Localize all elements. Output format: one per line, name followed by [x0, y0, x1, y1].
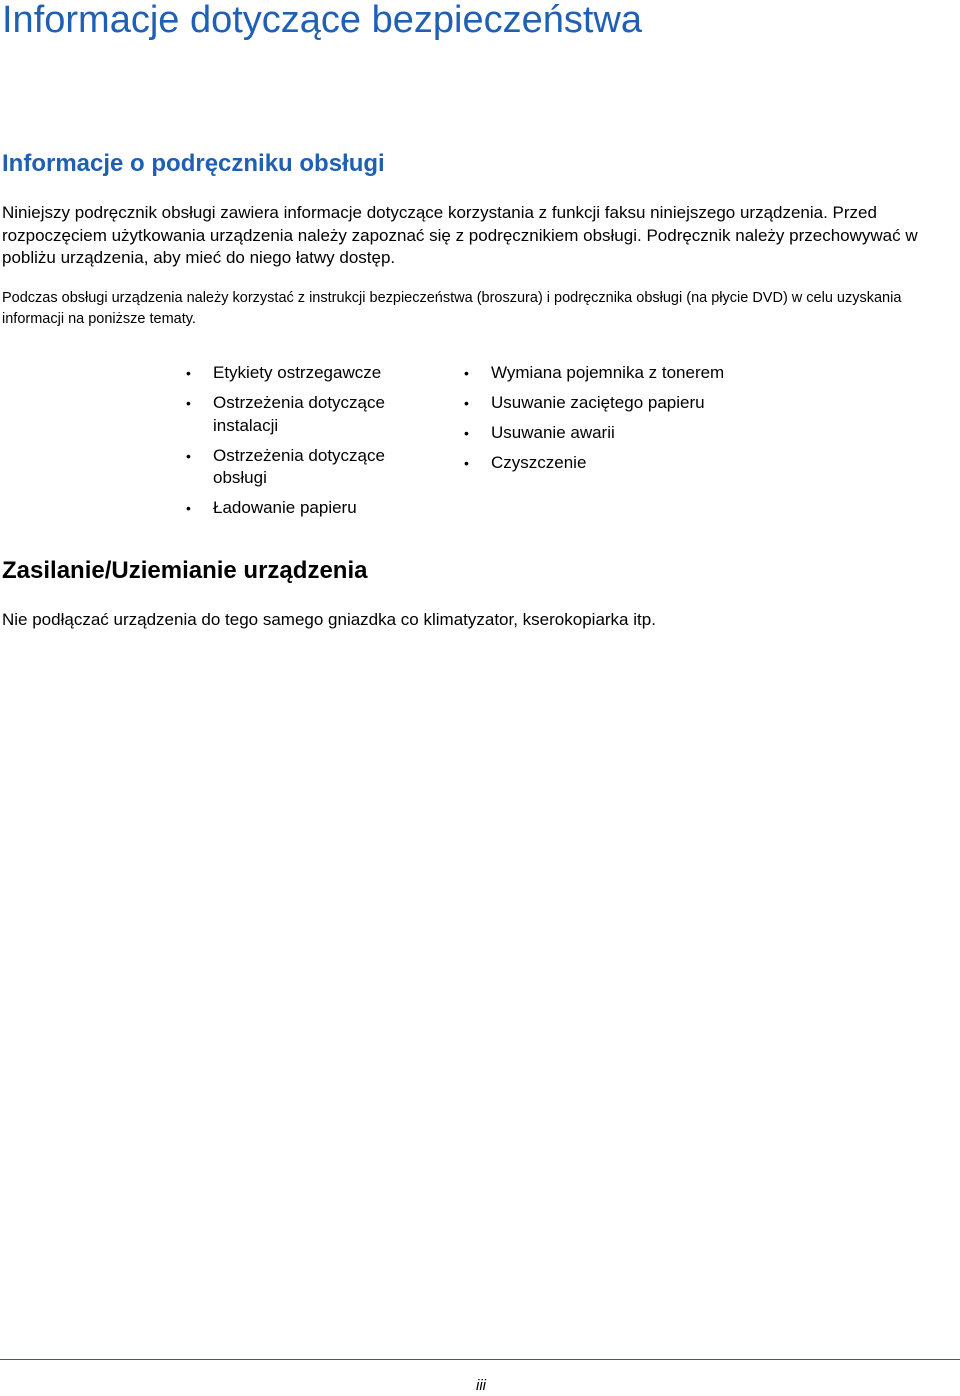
list-item-text: Czyszczenie [491, 453, 587, 472]
intro-paragraph: Niniejszy podręcznik obsługi zawiera informacje dotyczące korzystania z funkcji faksu niniejszego urządzenia. Przed rozpoczęciem użytkowania urządzenia należy zapoznać się z podręcznikiem obsługi. Podręcznik należy przechowywać w pobliżu urządzenia, aby mieć do niego łatwy dostęp. [2, 203, 918, 267]
list-item-text: Usuwanie zaciętego papieru [491, 393, 705, 412]
topic-list-left [186, 362, 436, 527]
list-item [464, 452, 784, 475]
list-item [186, 445, 436, 490]
bullet-icon: • [186, 500, 191, 516]
list-item-text: Wymiana pojemnika z tonerem [491, 363, 725, 382]
bullet-icon: • [464, 395, 469, 411]
topic-list-right [464, 362, 784, 482]
list-item [186, 392, 436, 437]
power-grounding-paragraph: Nie podłączać urządzenia do tego samego gniazdka co klimatyzator, kserokopiarka itp. [2, 610, 656, 629]
page-number: iii [476, 1377, 486, 1394]
page-title: Informacje dotyczące bezpieczeństwa [2, 0, 642, 41]
list-item [464, 392, 784, 415]
list-item-text: Ładowanie papieru [213, 498, 357, 517]
power-grounding-heading: Zasilanie/Uziemianie urządzenia [2, 557, 368, 584]
manual-info-heading: Informacje o podręczniku obsługi [2, 150, 385, 177]
list-item-text: Etykiety ostrzegawcze [213, 363, 382, 382]
list-item [464, 422, 784, 445]
list-item-text: Ostrzeżenia dotyczące instalacji [213, 393, 385, 435]
bullet-icon: • [186, 395, 191, 411]
list-item [186, 497, 436, 520]
bullet-icon: • [464, 425, 469, 441]
bullet-icon: • [186, 447, 191, 464]
list-item-text: Ostrzeżenia dotyczące obsługi [213, 445, 385, 487]
bullet-icon: • [464, 365, 469, 381]
detail-paragraph: Podczas obsługi urządzenia należy korzystać z instrukcji bezpieczeństwa (broszura) i podręcznika obsługi (na płycie DVD) w celu uzyskania informacji na poniższe tematy. [2, 290, 902, 327]
bullet-icon: • [464, 455, 469, 471]
bullet-icon: • [186, 365, 191, 381]
list-item-text: Usuwanie awarii [491, 423, 615, 442]
list-item [186, 362, 436, 385]
footer-divider [0, 1359, 960, 1360]
list-item [464, 362, 784, 385]
